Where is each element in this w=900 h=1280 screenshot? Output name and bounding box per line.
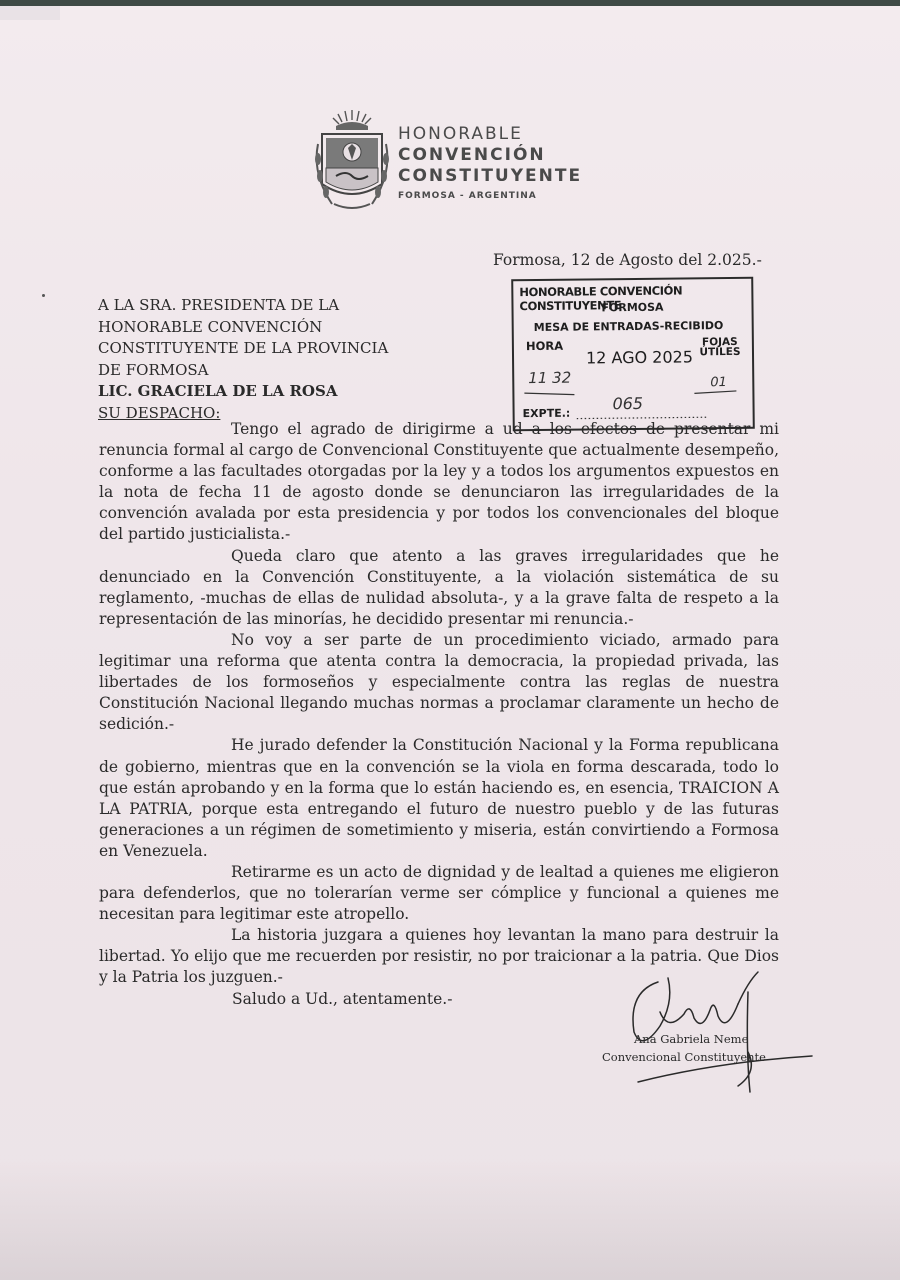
letter-date: Formosa, 12 de Agosto del 2.025.-: [493, 251, 762, 269]
letter-page: [0, 6, 900, 1280]
handwritten-signature-icon: [598, 952, 828, 1102]
coat-of-arms-icon: [312, 104, 392, 219]
addressee-name: LIC. GRACIELA DE LA ROSA: [98, 382, 338, 400]
paragraph-6: La historia juzgara a quienes hoy levantan la mano para destruir la libertad. Yo elijo que me recuerden por resistir, no por traicionar a la patria. Que Dios y la Patria los juzguen.-: [99, 926, 779, 987]
signature-block: [598, 952, 828, 1102]
letterhead-line-3: CONSTITUYENTE: [398, 166, 583, 186]
letterhead-line-2: CONVENCIÓN: [398, 145, 546, 165]
letterhead-text: [398, 124, 582, 201]
stamp-fojas-label: FOJAS ÚTILES: [699, 335, 741, 359]
letter-body: [99, 419, 779, 989]
stamp-hora-handwritten: 11 32: [528, 368, 572, 388]
letterhead: [312, 104, 632, 224]
despacho-label: SU DESPACHO:: [98, 403, 221, 422]
paragraph-3: No voy a ser parte de un procedimiento viciado, armado para legitimar una reforma que atenta contra la democracia, la propiedad privada, las libertades de los formoseños y especialmente contra las reglas de nuestra Constitución Nacional llegando muchas normas a proclamar claramente un hecho de sedición.-: [99, 630, 779, 734]
signatory-title: Convencional Constituyente: [602, 1050, 766, 1064]
stamp-fojas-handwritten: 01: [710, 375, 727, 391]
closing-line: Saludo a Ud., atentamente.-: [232, 990, 453, 1008]
page-corner: [0, 6, 60, 20]
reception-stamp: [511, 277, 755, 432]
stamp-subtitle: FORMOSA: [601, 300, 664, 315]
stamp-hora-label: HORA: [525, 338, 564, 354]
signatory-name: Ana Gabriela Neme: [634, 1032, 749, 1046]
paragraph-4: He jurado defender la Constitución Nacional y la Forma republicana de gobierno, mientras que en la convención se la viola en forma descarada, todo lo que están aprobando y en la forma que lo están haciendo es, en esencia, TRAICION A LA PATRIA, porque esta entregando el futuro de nuestro pueblo y de las futuras generaciones a un régimen de sometimiento y miseria, están convirtiendo a Formosa en Venezuela.: [99, 736, 779, 860]
stamp-title: HONORABLE CONVENCIÓN CONSTITUYENTE: [519, 283, 683, 314]
stamp-date: 12 AGO 2025: [585, 347, 694, 368]
stamp-expte-handwritten: 065: [612, 393, 644, 414]
addressee-line-1: A LA SRA. PRESIDENTA DE LA: [98, 296, 340, 314]
paragraph-5: Retirarme es un acto de dignidad y de lealtad a quienes me eligieron para defenderlos, que no tolerarían verme ser cómplice y funcional a quienes me necesitan para legitimar este atropello.: [99, 862, 779, 924]
addressee-line-2: HONORABLE CONVENCIÓN: [98, 317, 323, 336]
paragraph-1: Tengo el agrado de dirigirme a ud a los efectos de presentar mi renuncia formal al cargo de Convencional Constituyente que actualmente desempeño, conforme a las facultades otorgadas por la ley y a todos los argumentos expuestos en la nota de fecha 11 de agosto donde se denunciaron las irregularidades de la convención avalada por esta presidencia y por todos los convencionales del bloque del partido justicialista.-: [99, 420, 780, 544]
letterhead-line-1: HONORABLE: [398, 124, 523, 144]
stamp-department: MESA DE ENTRADAS-RECIBIDO: [533, 319, 724, 335]
stamp-expte-label: EXPTE.:: [522, 406, 571, 421]
page-shadow: [0, 1160, 900, 1280]
paragraph-2: Queda claro que atento a las graves irregularidades que he denunciado en la Convención Constituyente, a la violación sistemática de su reglamento, -muchas de ellas de nulidad absoluta-, y a la grave falta de respeto a la representación de las minorías, he decidido presentar mi renuncia.-: [99, 546, 779, 628]
addressee-line-3: CONSTITUYENTE DE LA PROVINCIA: [98, 339, 389, 357]
ink-dot: [42, 294, 45, 297]
addressee-line-4: DE FORMOSA: [98, 360, 209, 379]
letterhead-location: FORMOSA - ARGENTINA: [398, 191, 537, 201]
addressee-block: [98, 295, 388, 424]
